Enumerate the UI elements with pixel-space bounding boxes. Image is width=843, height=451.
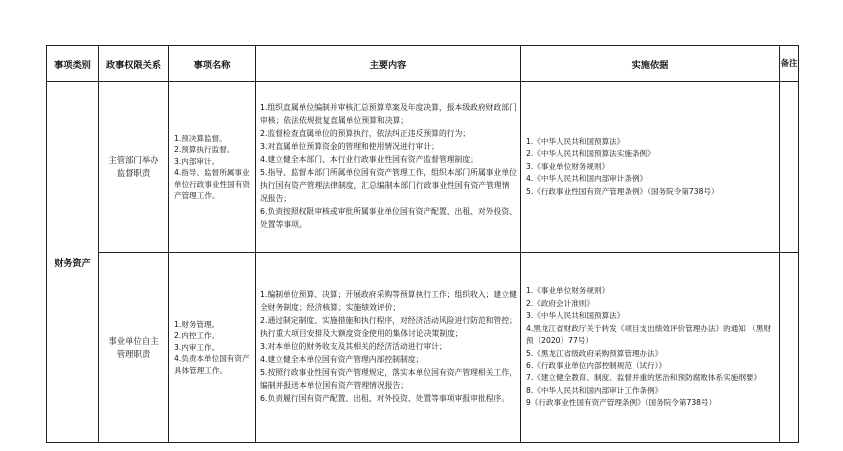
list-item: 4.黑龙江省财政厅关于转发《项目支出绩效评价管理办法》的通知 （黑财预〔2020〕77号） — [526, 323, 772, 346]
list-item: 1.预决算监督。 — [174, 133, 227, 143]
list-item: 3.内审工作。 — [174, 342, 220, 352]
authority-table — [46, 45, 799, 443]
remark-cell — [780, 82, 799, 253]
header-category: 事项类别 — [47, 46, 99, 82]
header-content: 主要内容 — [256, 46, 521, 82]
list-item: 4.负责本单位国有资产具体管理工作。 — [174, 354, 250, 375]
list-item: 7.《建立健全教育、制度、监督并重的惩治和预防腐败体系实施纲要》 — [526, 373, 762, 383]
list-item: 6.负责按照权限审核或审批所属事业单位国有资产配置、出租、对外投资、处置等事项。 — [260, 206, 517, 229]
remark-cell — [780, 253, 799, 443]
list-item: 2.监督检查直属单位的预算执行，依法纠正违反预算的行为； — [260, 129, 471, 139]
relation-cell: 主管部门举办监督职责 — [99, 82, 169, 253]
list-item: 6.《行政事业单位内部控制规范（试行）》 — [526, 360, 667, 370]
list-item: 2.《政府会计准则》 — [526, 298, 594, 308]
list-item: 2.内控工作。 — [174, 331, 220, 341]
list-item: 9《行政事业性国有资产管理条例》（国务院令第738号） — [526, 398, 717, 408]
list-item: 3.对直属单位预算资金的管理和使用情况进行审计； — [260, 142, 439, 152]
list-item: 3.内部审计。 — [174, 156, 220, 166]
header-remark: 备注 — [780, 46, 799, 82]
list-item: 1.《中华人民共和国预算法》 — [526, 136, 625, 146]
list-item: 5.按照行政事业性国有资产管理规定，落实本单位国有资产管理相关工作，编制并报送本单位国有资产管理情况报告； — [260, 367, 517, 390]
list-item: 2.《中华人民共和国预算法实施条例》 — [526, 149, 655, 159]
list-item: 4.建立健全本部门、本行业行政事业性国有资产监督管理制度； — [260, 155, 478, 165]
header-item-name: 事项名称 — [169, 46, 256, 82]
list-item: 5.《黑龙江省级政府采购预算管理办法》 — [526, 348, 663, 358]
list-item: 1.《事业单位财务规则》 — [526, 286, 610, 296]
list-item: 4.《中华人民共和国内部审计条例》 — [526, 174, 648, 184]
basis-cell — [521, 82, 780, 253]
table-row — [47, 253, 799, 443]
list-item: 3.对本单位的财务收支及其相关的经济活动进行审计； — [260, 342, 447, 352]
list-item: 6.负责履行国有资产配置、出租、对外投资、处置等事项审报审批程序。 — [260, 393, 510, 403]
list-item: 1.财务管理。 — [174, 319, 220, 329]
content-cell — [256, 82, 521, 253]
items-cell — [169, 253, 256, 443]
list-item: 4.建立健全本单位国有资产管理内部控制制度； — [260, 354, 424, 364]
list-item: 4.指导、监督所属事业单位行政事业性国有资产管理工作。 — [174, 168, 250, 200]
header-basis: 实施依据 — [521, 46, 780, 82]
list-item: 2.预算执行监督。 — [174, 145, 235, 154]
header-row — [47, 46, 799, 82]
table-row — [47, 82, 799, 253]
basis-cell — [521, 253, 780, 443]
list-item: 3.《中华人民共和国预算法》 — [526, 311, 625, 321]
list-item: 1.编制单位预算、决算；开展政府采购等预算执行工作；组织收入；建立健全财务制度；经济核算；实施绩效评价； — [260, 290, 517, 313]
list-item: 5.《行政事业性国有资产管理条例》（国务院令第738号） — [526, 186, 719, 196]
items-cell — [169, 82, 256, 253]
header-relation: 政事权限关系 — [99, 46, 169, 82]
list-item: 3.《事业单位财务规则》 — [526, 161, 610, 171]
category-cell: 财务资产 — [47, 82, 99, 443]
list-item: 2.通过制定制度、实施措施和执行程序，对经济活动风险进行防范和管控；执行重大项目安排及大额度资金使用的集体讨论决策制度； — [260, 316, 517, 339]
content-cell — [256, 253, 521, 443]
list-item: 1.组织直属单位编制并审核汇总预算草案及年度决算，报本级政府财政部门审核；依法依规批复直属单位预算和决算； — [260, 103, 517, 126]
list-item: 8.《中华人民共和国内部审计工作条例》 — [526, 385, 663, 395]
list-item: 5.指导、监督本部门所属单位国有资产管理工作，组织本部门所属事业单位执行国有资产管理法律制度，汇总编制本部门行政事业性国有资产管理情况报告； — [260, 168, 517, 203]
relation-cell: 事业单位自主管理职责 — [99, 253, 169, 443]
